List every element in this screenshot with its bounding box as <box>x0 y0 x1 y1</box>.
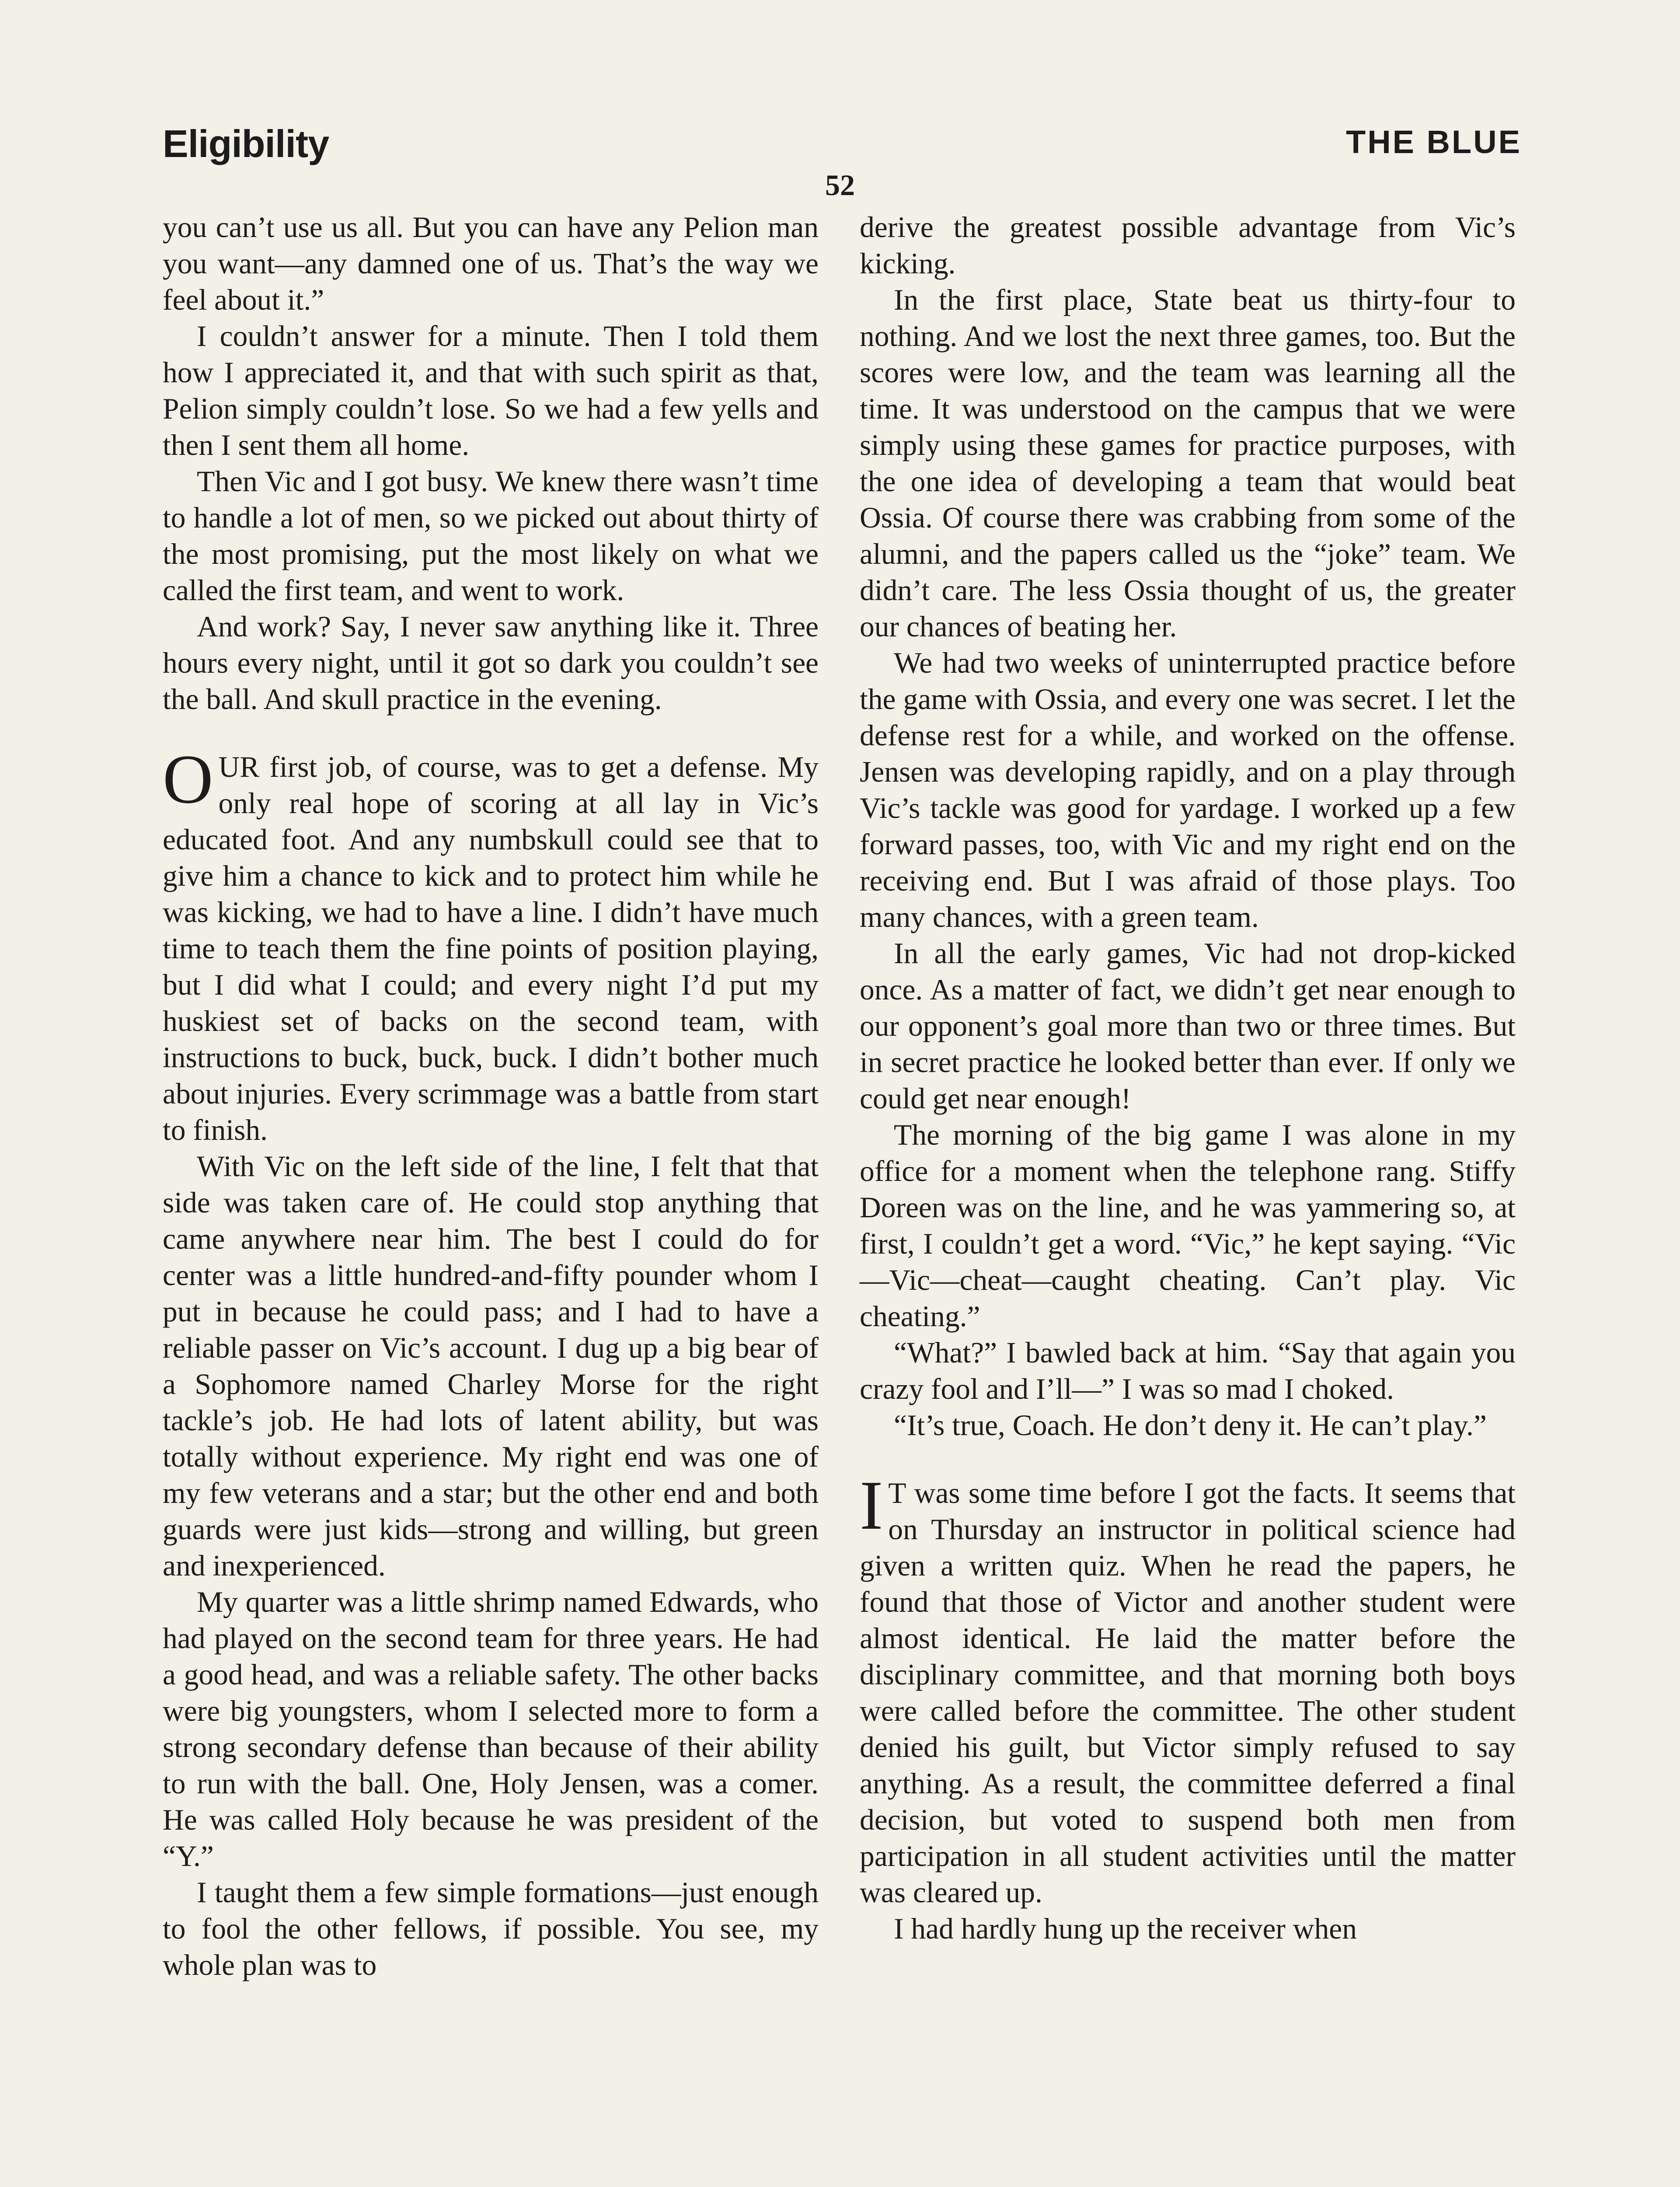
drop-cap-letter: O <box>163 740 213 818</box>
paragraph: And work? Say, I never saw anything like it. Three hours every night, until it got so dark you couldn’t see the ball. And skull practice in the evening. <box>163 610 819 716</box>
paragraph: Then Vic and I got busy. We knew there wasn’t time to handle a lot of men, so we picked out about thirty of the most promising, put the most likely on what we called the first team, and went to work. <box>163 465 819 607</box>
paragraph-dropcap <box>860 1466 1516 1911</box>
drop-cap-letter: I <box>860 1466 883 1544</box>
page-number: 52 <box>825 168 855 202</box>
paragraph: We had two weeks of uninterrupted practice before the game with Ossia, and every one was secret. I let the defense rest for a while, and worked on the offense. Jensen was developing rapidly, and on a play through Vic’s tackle was good for yardage. I worked up a few forward passes, too, with Vic and my right end on the receiving end. But I was afraid of those plays. Too many chances, with a green team. <box>860 646 1516 933</box>
right-column <box>860 209 1516 1947</box>
paragraph: “What?” I bawled back at him. “Say that again you crazy fool and I’ll—” I was so mad I choked. <box>860 1336 1516 1405</box>
story-title: Eligibility <box>163 122 329 165</box>
paragraph: In all the early games, Vic had not drop-kicked once. As a matter of fact, we didn’t get near enough to our opponent’s goal more than two or three times. But in secret practice he looked better than ever. If only we could get near enough! <box>860 937 1516 1115</box>
left-column <box>163 209 819 1983</box>
paragraph-text: UR first job, of course, was to get a defense. My only real hope of scoring at all lay in Vic’s educated foot. And any numbskull could see that to give him a chance to kick and to protect him while he was kicking, we had to have a line. I didn’t have much time to teach them the fine points of position playing, but I did what I could; and every night I’d put my huskiest set of backs on the second team, with instructions to buck, buck, buck. I didn’t bother much about injuries. Every scrimmage was a battle from start to finish. <box>163 751 819 1146</box>
paragraph: In the first place, State beat us thirty-four to nothing. And we lost the next three games, too. But the scores were low, and the team was learning all the time. It was understood on the campus that we were simply using these games for practice purposes, with the one idea of developing a team that would beat Ossia. Of course there was crabbing from some of the alumni, and the papers called us the “joke” team. We didn’t care. The less Ossia thought of us, the greater our chances of beating her. <box>860 283 1516 643</box>
paragraph: My quarter was a little shrimp named Edwards, who had played on the second team for three years. He had a good head, and was a reliable safety. The other backs were big youngsters, whom I selected more to form a strong secondary defense than because of their ability to run with the ball. One, Holy Jensen, was a comer. He was called Holy because he was president of the “Y.” <box>163 1586 819 1873</box>
paragraph: you can’t use us all. But you can have any Pelion man you want—any damned one of us. That’s the way we feel about it.” <box>163 211 819 316</box>
paragraph: I taught them a few simple formations—just enough to fool the other fellows, if possible. You see, my whole plan was to <box>163 1876 819 1981</box>
paragraph-dropcap <box>163 740 819 1148</box>
paragraph: I couldn’t answer for a minute. Then I told them how I appreciated it, and that with such spirit as that, Pelion simply couldn’t lose. So we had a few yells and then I sent them all home. <box>163 320 819 461</box>
paragraph: “It’s true, Coach. He don’t deny it. He can’t play.” <box>894 1409 1487 1442</box>
paragraph: I had hardly hung up the receiver when <box>894 1912 1357 1945</box>
paragraph: derive the greatest possible advantage from Vic’s kicking. <box>860 211 1516 280</box>
paragraph: With Vic on the left side of the line, I felt that that side was taken care of. He could stop anything that came anywhere near him. The best I could do for center was a little hundred-and-fifty pounder whom I put in because he could pass; and I had to have a reliable passer on Vic’s account. I dug up a big bear of a Sophomore named Charley Morse for the right tackle’s job. He had lots of latent ability, but was totally without experience. My right end was one of my few veterans and a star; but the other end and both guards were just kids—strong and willing, but green and inexperienced. <box>163 1150 819 1582</box>
paragraph-text: T was some time before I got the facts. It seems that on Thursday an instructor in political science had given a written quiz. When he read the papers, he found that those of Victor and another student were almost identical. He laid the matter before the disciplinary committee, and that morning both boys were called before the committee. The other student denied his guilt, but Victor simply refused to say anything. As a result, the committee deferred a final decision, but voted to suspend both men from participation in all student activities until the matter was cleared up. <box>860 1477 1516 1909</box>
magazine-name: THE BLUE <box>1346 124 1522 160</box>
paragraph: The morning of the big game I was alone in my office for a moment when the telephone rang. Stiffy Doreen was on the line, and he was yammering so, at first, I couldn’t get a word. “Vic,” he kept saying. “Vic—Vic—cheat—caught cheating. Can’t play. Vic cheating.” <box>860 1118 1516 1333</box>
